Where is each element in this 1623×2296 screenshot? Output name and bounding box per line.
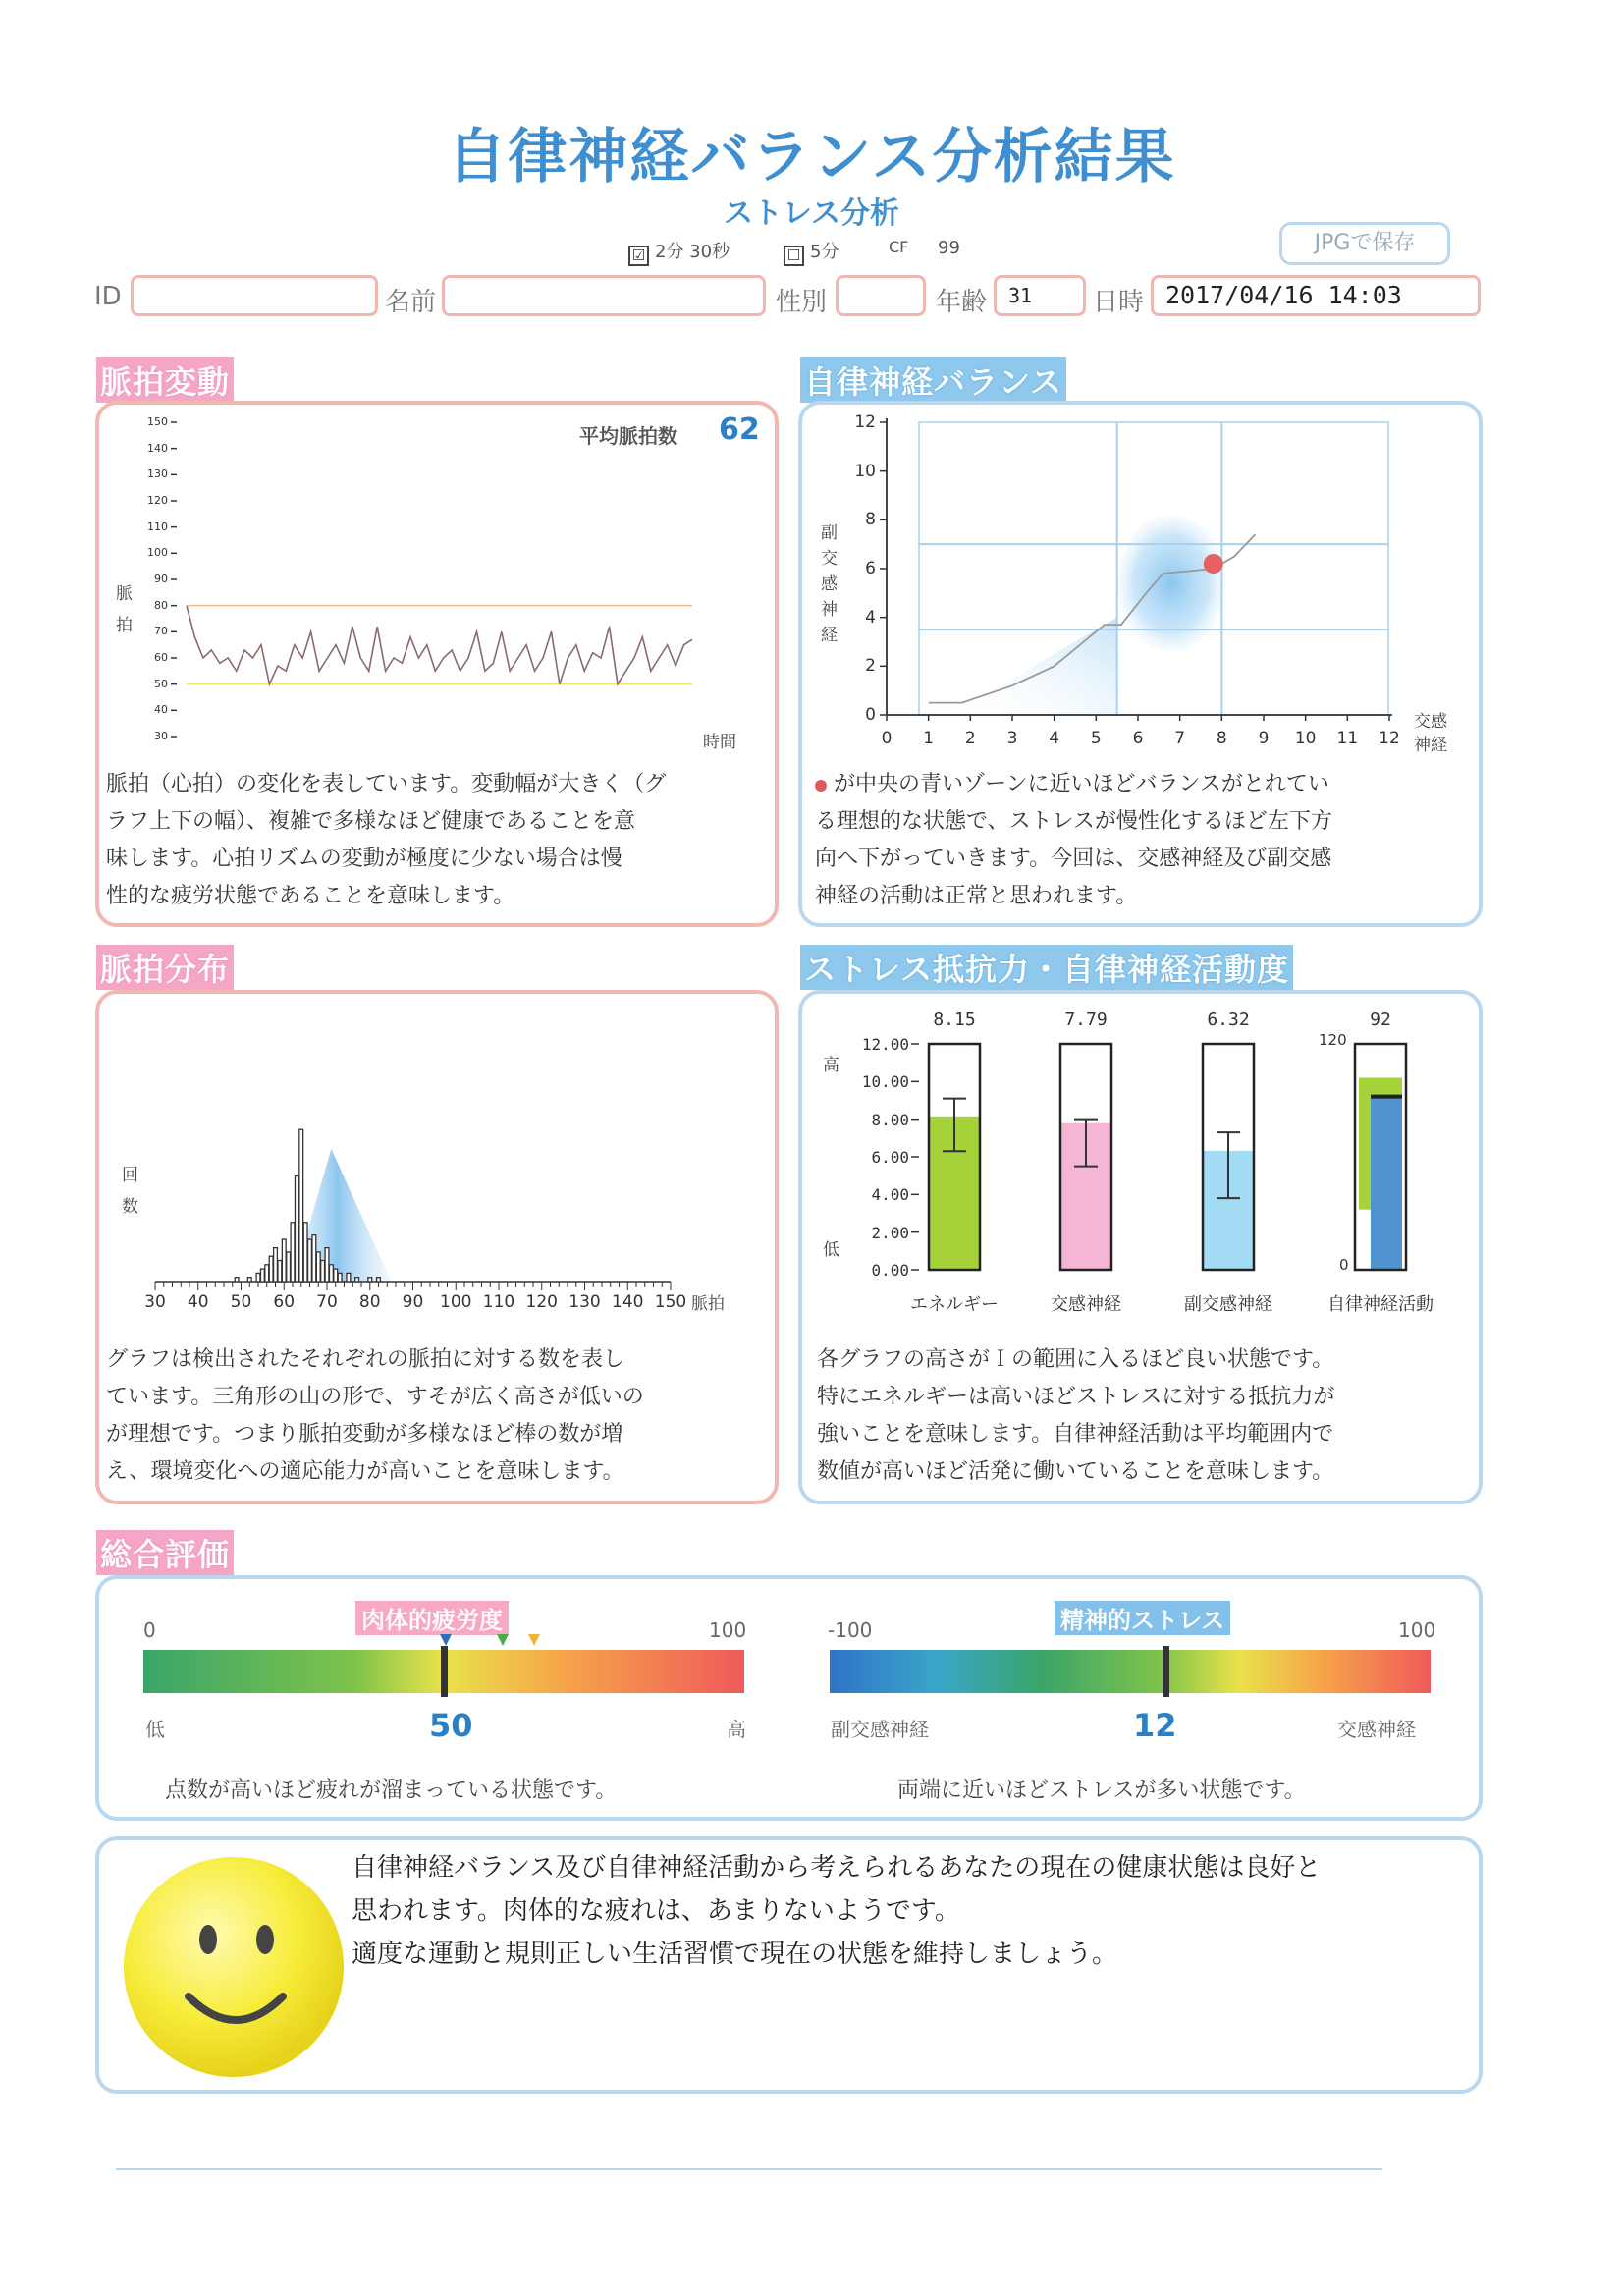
summary-line: 適度な運動と規則正しい生活習慣で現在の状態を維持しましょう。 <box>352 1940 1118 1969</box>
sr-bar-value-label: 92 <box>1370 1010 1391 1030</box>
pulse-ylabel-2: 拍 <box>116 616 133 635</box>
pulse-y-tick-label: 70 <box>154 625 168 638</box>
balance-y-tick-label: 2 <box>865 656 876 677</box>
dist-x-tick-label: 130 <box>568 1292 601 1312</box>
section-title-ans-balance: 自律神経バランス <box>800 357 1066 403</box>
sr-bar-category-label: 自律神経活動 <box>1327 1294 1434 1315</box>
dist-x-tick-label: 60 <box>273 1292 296 1312</box>
sr-bar-category-label: 交感神経 <box>1051 1294 1121 1315</box>
ylabel-char: 感 <box>821 574 838 594</box>
balance-x-tick-label: 1 <box>923 729 935 748</box>
sr-high-label: 高 <box>823 1056 839 1075</box>
dist-x-tick-label: 140 <box>612 1292 644 1312</box>
fatigue-high-label: 高 <box>727 1718 746 1741</box>
balance-y-tick-label: 6 <box>865 559 876 578</box>
pulse-change-desc-line: 脈拍（心拍）の変化を表しています。変動幅が大きく（グ <box>106 772 667 796</box>
page-title: 自律神経バランス分析結果 <box>447 123 1176 191</box>
balance-x-tick-label: 10 <box>1294 729 1317 748</box>
footer-divider <box>116 2168 1382 2170</box>
pulse-y-tick-label: 80 <box>154 598 168 612</box>
sr-y-tick-label: 2.00 <box>871 1223 909 1242</box>
dist-x-tick-label: 80 <box>358 1292 381 1312</box>
pulse-y-tick-label: 150 <box>147 415 168 428</box>
pulse-y-tick-label: 110 <box>147 519 168 533</box>
pulse-ylabel-1: 脈 <box>116 584 133 604</box>
balance-x-tick-label: 8 <box>1216 729 1227 748</box>
option-2min[interactable] <box>628 238 730 266</box>
ans-balance-xlabel-1: 交感 <box>1414 712 1447 732</box>
avg-pulse-label: 平均脈拍数 <box>579 424 677 448</box>
red-dot-icon <box>815 780 827 792</box>
stress-resistance-description <box>817 1341 1485 1491</box>
smiley-face-icon <box>118 1851 350 2083</box>
pulse-change-desc-line: 性的な疲労状態であることを意味します。 <box>106 884 515 908</box>
balance-x-tick-label: 5 <box>1090 729 1102 748</box>
save-jpg-button[interactable]: JPGで保存 <box>1279 222 1450 265</box>
option-5min-label: 5分 <box>810 242 839 262</box>
ans-balance-desc-line: 向へ下がっていきます。今回は、交感神経及び副交感 <box>815 847 1332 871</box>
checkbox-checked-icon[interactable]: ☑ <box>628 246 649 266</box>
activity-bottom-tick: 0 <box>1339 1256 1349 1274</box>
dist-x-tick-label: 30 <box>144 1292 166 1312</box>
balance-x-tick-label: 7 <box>1174 729 1186 748</box>
ans-balance-ylabel <box>821 520 840 648</box>
stress-min: -100 <box>828 1618 873 1642</box>
balance-x-tick-label: 0 <box>881 729 893 748</box>
sr-bar-value-label: 6.32 <box>1207 1010 1250 1030</box>
sr-bar-category-label: 副交感神経 <box>1184 1294 1272 1315</box>
sex-field[interactable] <box>836 275 926 316</box>
balance-x-tick-label: 12 <box>1379 729 1400 748</box>
balance-x-tick-label: 4 <box>1049 729 1060 748</box>
sr-desc-line: 強いことを意味します。自律神経活動は平均範囲内で <box>817 1422 1334 1447</box>
pulse-y-tick-label: 120 <box>147 494 168 507</box>
age-field[interactable]: 31 <box>994 275 1086 316</box>
pulse-y-tick-label: 140 <box>147 441 168 455</box>
fatigue-note: 点数が高いほど疲れが溜まっている状態です。 <box>165 1778 618 1803</box>
dist-x-tick-label: 90 <box>402 1292 424 1312</box>
dist-xlabel: 脈拍 <box>691 1294 725 1314</box>
stress-marker <box>1163 1646 1169 1697</box>
dist-ylabel-1: 回 <box>122 1166 138 1185</box>
dist-x-tick-label: 120 <box>525 1292 558 1312</box>
avg-pulse-value: 62 <box>719 412 760 447</box>
dist-x-tick-label: 70 <box>316 1292 338 1312</box>
ans-balance-desc-line: る理想的な状態で、ストレスが慢性化するほど左下方 <box>815 809 1332 834</box>
sex-label: 性別 <box>776 288 828 317</box>
balance-y-tick-label: 4 <box>865 607 876 628</box>
ans-balance-xlabel-2: 神経 <box>1414 736 1447 755</box>
stress-tag: 精神的ストレス <box>1055 1601 1230 1635</box>
option-5min[interactable] <box>784 238 839 266</box>
balance-y-tick-label: 10 <box>854 461 876 481</box>
section-title-overall: 総合評価 <box>96 1530 234 1575</box>
stress-note: 両端に近いほどストレスが多い状態です。 <box>897 1778 1306 1803</box>
id-field[interactable] <box>131 275 378 316</box>
section-title-stress-resistance: ストレス抵抗力・自律神経活動度 <box>800 945 1293 990</box>
sr-bar-value-label: 7.79 <box>1064 1010 1108 1030</box>
pulse-y-tick-label: 90 <box>154 573 168 585</box>
name-field[interactable] <box>442 275 766 316</box>
sr-y-tick-label: 12.00 <box>861 1035 909 1054</box>
pulse-xlabel: 時間 <box>703 733 736 752</box>
dist-desc-line: ています。三角形の山の形で、すそが広く高さが低いの <box>106 1385 644 1409</box>
ylabel-char: 交 <box>821 549 838 569</box>
summary-text <box>352 1846 1321 1976</box>
checkbox-empty-icon[interactable]: ☐ <box>784 246 804 266</box>
fatigue-marker <box>441 1646 448 1697</box>
fatigue-min: 0 <box>143 1618 156 1642</box>
datetime-label: 日時 <box>1093 288 1145 317</box>
sr-y-tick-label: 4.00 <box>871 1185 909 1205</box>
pulse-change-desc-line: ラフ上下の幅）、複雑で多様なほど健康であることを意 <box>106 809 636 834</box>
option-2min-label: 2分 30秒 <box>655 242 730 262</box>
stress-gauge <box>830 1650 1431 1693</box>
name-label: 名前 <box>385 288 437 317</box>
sr-bar-value-label: 8.15 <box>933 1010 976 1030</box>
balance-y-tick-label: 0 <box>865 705 876 725</box>
ylabel-char: 神 <box>821 600 838 620</box>
pulse-y-tick-label: 60 <box>154 651 168 664</box>
section-title-pulse-change: 脈拍変動 <box>96 357 234 403</box>
sr-desc-line: 特にエネルギーは高いほどストレスに対する抵抗力が <box>817 1385 1335 1409</box>
pulse-change-desc-line: 味します。心拍リズムの変動が極度に少ない場合は慢 <box>106 847 622 871</box>
fatigue-max: 100 <box>709 1618 747 1642</box>
dist-desc-line: が理想です。つまり脈拍変動が多様なほど棒の数が増 <box>106 1422 623 1447</box>
ylabel-char: 副 <box>821 523 838 543</box>
page-subtitle: ストレス分析 <box>723 196 900 231</box>
balance-x-tick-label: 2 <box>964 729 976 748</box>
stress-max: 100 <box>1398 1618 1436 1642</box>
pulse-y-tick-label: 50 <box>154 677 168 690</box>
stress-left-label: 副交感神経 <box>831 1718 929 1741</box>
sr-y-tick-label: 0.00 <box>871 1261 909 1280</box>
summary-line: 自律神経バランス及び自律神経活動から考えられるあなたの現在の健康状態は良好と <box>352 1853 1322 1883</box>
activity-top-tick: 120 <box>1319 1031 1347 1049</box>
stress-right-label: 交感神経 <box>1337 1718 1416 1741</box>
sr-y-tick-label: 8.00 <box>871 1110 909 1129</box>
balance-x-tick-label: 9 <box>1258 729 1270 748</box>
dist-desc-line: え、環境変化への適応能力が高いことを意味します。 <box>106 1459 624 1484</box>
sr-desc-line: 数値が高いほど活発に働いていることを意味します。 <box>817 1459 1334 1484</box>
dist-x-tick-label: 150 <box>654 1292 687 1312</box>
sr-desc-line: 各グラフの高さがＩの範囲に入るほど良い状態です。 <box>817 1347 1334 1372</box>
pulse-y-tick-label: 30 <box>154 730 168 742</box>
dist-desc-line: グラフは検出されたそれぞれの脈拍に対する数を表し <box>106 1347 625 1372</box>
balance-y-tick-label: 8 <box>865 510 876 530</box>
sr-y-tick-label: 6.00 <box>871 1148 909 1167</box>
dist-x-tick-label: 100 <box>440 1292 472 1312</box>
section-title-pulse-distribution: 脈拍分布 <box>96 945 234 990</box>
dist-x-tick-label: 40 <box>187 1292 209 1312</box>
fatigue-value: 50 <box>429 1707 473 1744</box>
balance-x-tick-label: 11 <box>1336 729 1359 748</box>
dist-x-tick-label: 50 <box>230 1292 252 1312</box>
balance-x-tick-label: 6 <box>1132 729 1144 748</box>
id-label: ID <box>94 282 122 311</box>
pulse-y-tick-label: 100 <box>147 546 168 560</box>
cf-value: 99 <box>938 238 960 258</box>
sr-y-tick-label: 10.00 <box>861 1072 909 1092</box>
age-label: 年齢 <box>936 288 988 317</box>
ans-balance-desc-line: 神経の活動は正常と思われます。 <box>815 884 1138 908</box>
pulse-y-tick-label: 130 <box>147 467 168 481</box>
ans-balance-description <box>815 766 1483 915</box>
summary-line: 思われます。肉体的な疲れは、あまりないようです。 <box>352 1896 960 1926</box>
ans-balance-desc-prefix: が中央の青いゾーンに近いほどバランスがとれてい <box>834 772 1329 796</box>
stress-value: 12 <box>1133 1707 1177 1744</box>
fatigue-tag: 肉体的疲労度 <box>355 1601 509 1635</box>
dist-ylabel-2: 数 <box>122 1197 138 1217</box>
pulse-distribution-description <box>106 1341 774 1491</box>
pulse-y-tick-label: 40 <box>154 703 168 717</box>
pulse-change-description <box>106 766 774 915</box>
dist-x-tick-label: 110 <box>482 1292 515 1312</box>
ylabel-char: 経 <box>821 626 838 645</box>
sr-low-label: 低 <box>823 1240 839 1260</box>
fatigue-low-label: 低 <box>145 1718 165 1741</box>
balance-y-tick-label: 12 <box>854 412 876 432</box>
balance-x-tick-label: 3 <box>1006 729 1018 748</box>
sr-bar-category-label: エネルギー <box>910 1294 999 1315</box>
cf-label: CF <box>889 238 909 256</box>
datetime-field[interactable]: 2017/04/16 14:03 <box>1151 275 1481 316</box>
